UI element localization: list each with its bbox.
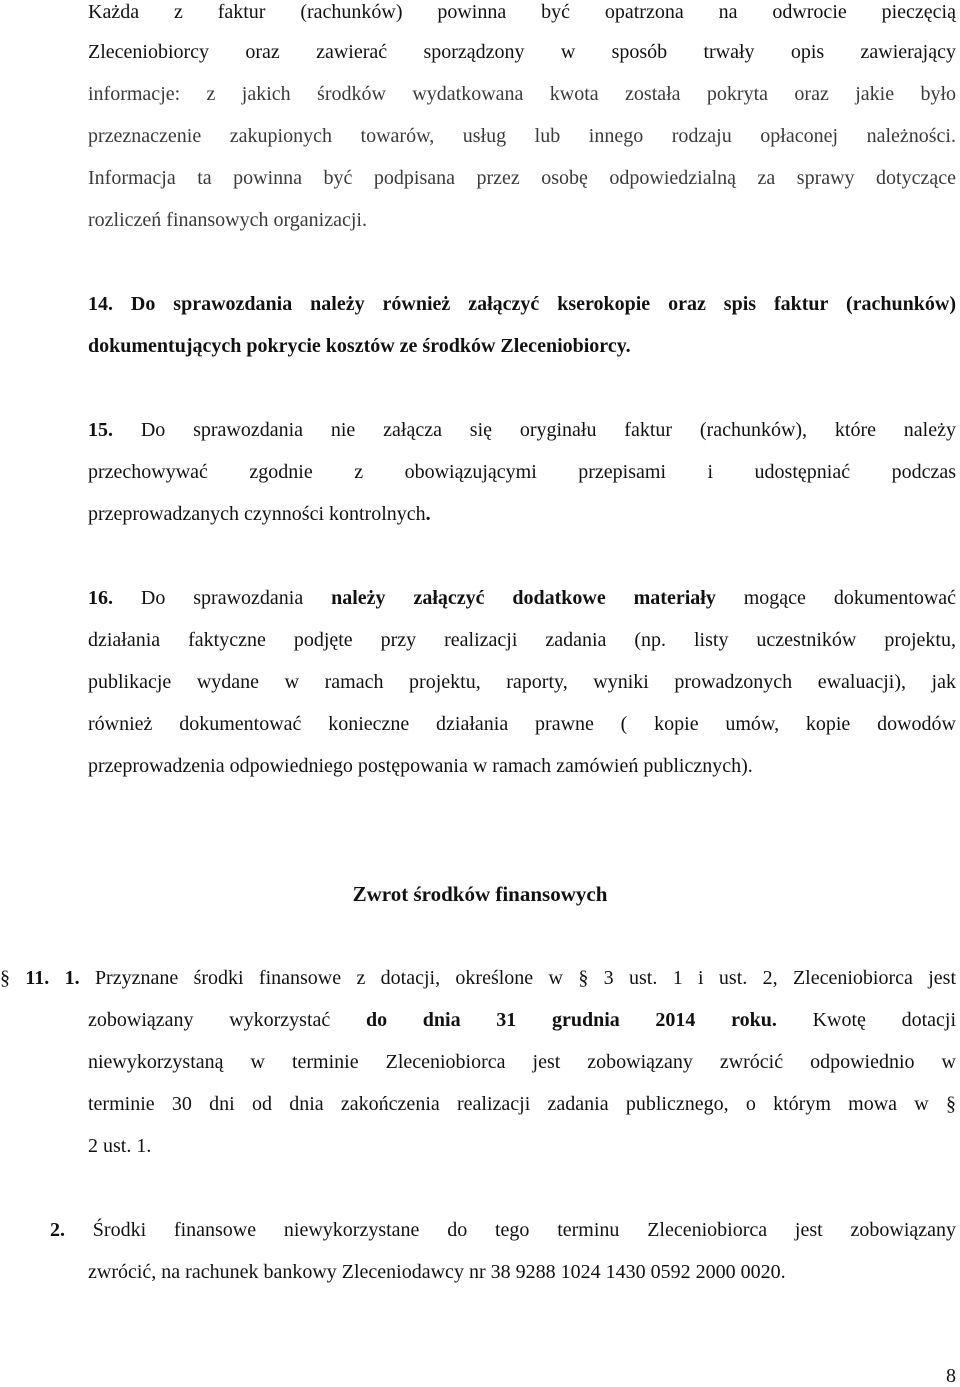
s11-text-4a: terminie 30 dni od dnia zakończenia realizacji zadania publicznego, o którym mowa w — [88, 1093, 929, 1115]
page-number: 8 — [946, 1365, 956, 1387]
para-16-text-a: Do sprawozdania — [140, 587, 304, 609]
para-16-text-c: mogące dokumentować — [743, 587, 957, 609]
para-13-line-2: Zleceniobiorcy oraz zawierać sporządzony w sposób trwały opis zawierający — [88, 41, 956, 63]
para-15-number: 15. — [88, 419, 113, 441]
s11-line-5: 2 ust. 1. — [88, 1135, 152, 1157]
para-15-line-3 — [88, 502, 431, 526]
para-13-line-6: rozliczeń finansowych organizacji. — [88, 209, 367, 231]
section-sign: § — [578, 967, 589, 989]
para-16-bold-text: należy załączyć dodatkowe materiały — [331, 587, 716, 609]
s11-number: 11. 1. — [25, 967, 80, 989]
s11-2-line-2: zwrócić, na rachunek bankowy Zleceniodawcy nr 38 9288 1024 1430 0592 2000 0020. — [88, 1261, 786, 1283]
s11-2-text-1: Środki finansowe niewykorzystane do tego terminu Zleceniobiorca jest zobowiązany — [92, 1219, 957, 1241]
section-sign: § — [0, 967, 10, 989]
para-15-text-1: Do sprawozdania nie załącza się oryginału faktur (rachunków), które należy — [140, 419, 956, 441]
para-15-line-1 — [88, 418, 956, 442]
s11-text-2c: Kwotę dotacji — [812, 1009, 957, 1031]
s11-line-3: niewykorzystaną w terminie Zleceniobiorca jest zobowiązany zwrócić odpowiednio w — [88, 1051, 956, 1073]
para-16-line-5: przeprowadzenia odpowiedniego postępowania w ramach zamówień publicznych). — [88, 755, 753, 777]
para-13-line-5: Informacja ta powinna być podpisana przez osobę odpowiedzialną za sprawy dotyczące — [88, 167, 956, 189]
para-13-line-3: informacje: z jakich środków wydatkowana kwota została pokryta oraz jakie było — [88, 83, 956, 105]
s11-2-line-1 — [50, 1218, 956, 1242]
section-heading: Zwrot środków finansowych — [352, 882, 608, 906]
s11-deadline: do dnia 31 grudnia 2014 roku. — [365, 1009, 777, 1031]
section-sign: § — [946, 1093, 957, 1115]
para-13-line-1: Każda z faktur (rachunków) powinna być opatrzona na odwrocie pieczęcią — [88, 1, 956, 23]
s11-text-1b: 3 ust. 1 i ust. 2, Zleceniobiorca jest — [603, 967, 957, 989]
para-15-period: . — [425, 503, 431, 525]
para-15-text-3: przeprowadzanych czynności kontrolnych — [88, 503, 426, 525]
para-16-line-3: publikacje wydane w ramach projektu, raporty, wyniki prowadzonych ewaluacji), jak — [88, 671, 956, 693]
para-16-line-2: działania faktyczne podjęte przy realizacji zadania (np. listy uczestników projektu, — [88, 629, 956, 651]
s11-2-number: 2. — [50, 1219, 65, 1241]
para-16-line-1 — [88, 586, 956, 610]
s11-line-2 — [88, 1008, 956, 1032]
s11-line-4 — [88, 1092, 956, 1116]
para-16-number: 16. — [88, 587, 113, 609]
para-14-line-1: 14. Do sprawozdania należy również załączyć kserokopie oraz spis faktur (rachunków) — [88, 293, 956, 315]
s11-text-1a: Przyznane środki finansowe z dotacji, określone w — [94, 967, 563, 989]
para-16-line-4: również dokumentować konieczne działania prawne ( kopie umów, kopie dowodów — [88, 713, 956, 735]
para-14-line-2: dokumentujących pokrycie kosztów ze środków Zleceniobiorcy. — [88, 335, 631, 357]
para-13-line-4: przeznaczenie zakupionych towarów, usług lub innego rodzaju opłaconej należności. — [88, 125, 956, 147]
s11-line-1 — [0, 966, 956, 990]
s11-text-2a: zobowiązany wykorzystać — [88, 1009, 331, 1031]
para-15-line-2: przechowywać zgodnie z obowiązującymi przepisami i udostępniać podczas — [88, 461, 956, 483]
